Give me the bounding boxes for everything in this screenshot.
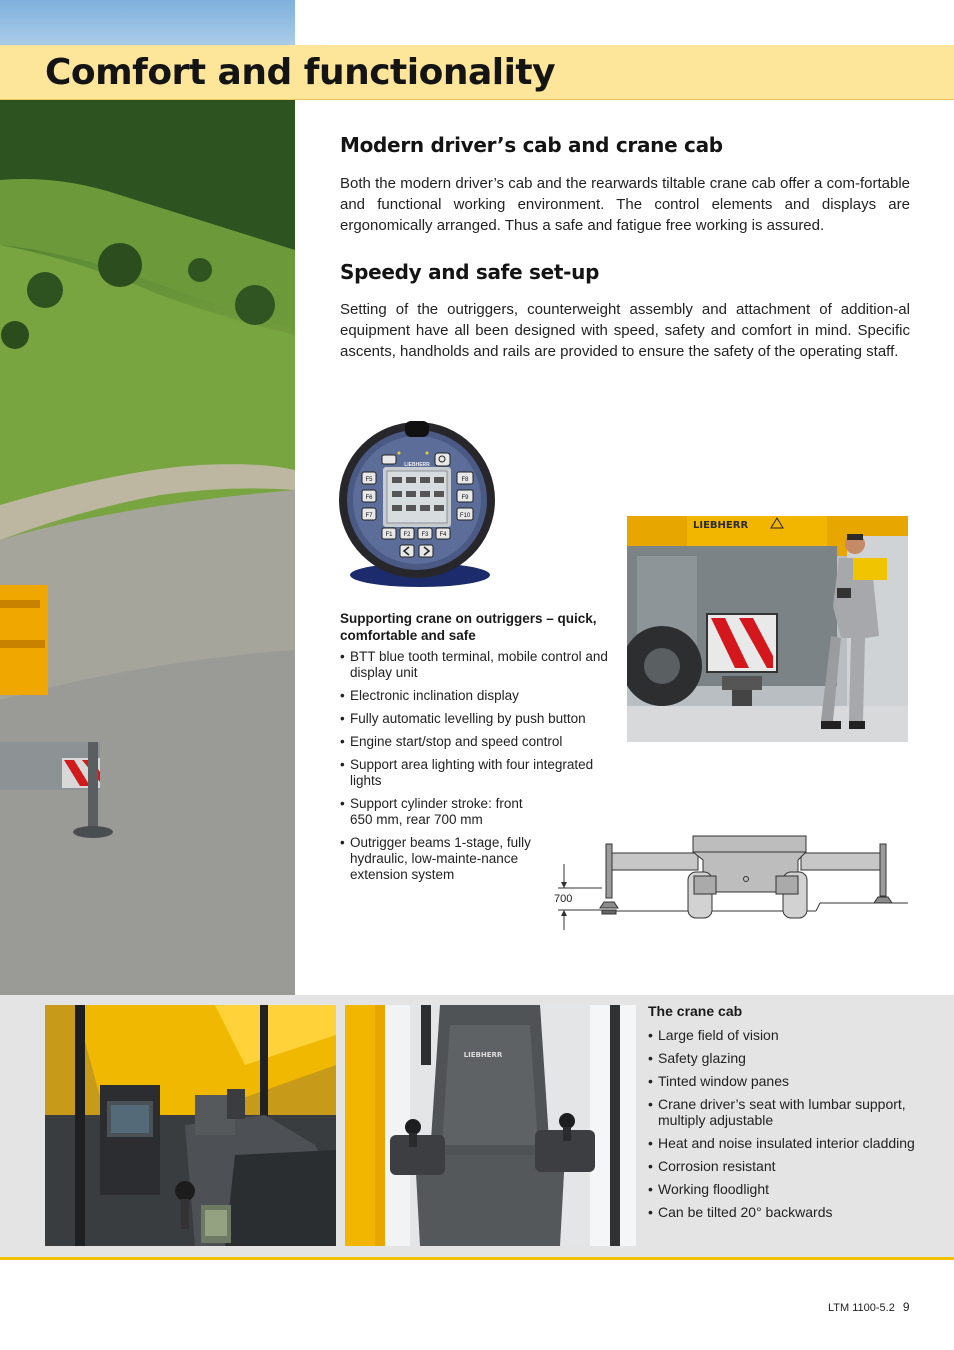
list-item: • BTT blue tooth terminal, mobile control and display unit xyxy=(340,649,625,681)
key-left: F5 xyxy=(365,477,373,483)
list-item: • Support cylinder stroke: front 650 mm, rear 700 mm xyxy=(340,796,535,828)
page-number: 9 xyxy=(902,1300,910,1314)
crane-cab-list xyxy=(648,1027,948,1227)
list-item: • Can be tilted 20° backwards xyxy=(648,1204,948,1220)
key-right: F9 xyxy=(461,495,469,501)
key-right: F8 xyxy=(461,477,469,483)
page-footer xyxy=(828,1300,910,1314)
key-left: F7 xyxy=(365,513,373,519)
crane-cab-caption: The crane cab xyxy=(648,1003,743,1019)
key-right: F10 xyxy=(459,513,471,519)
btt-terminal-photo xyxy=(335,415,510,590)
seat-brand: LIEBHERR xyxy=(463,1051,503,1059)
yellow-divider xyxy=(0,1257,954,1260)
outriggers-caption: Supporting crane on outriggers – quick, comfortable and safe xyxy=(340,611,597,643)
list-item: • Engine start/stop and speed control xyxy=(340,734,625,750)
page-title: Comfort and functionality xyxy=(45,52,556,93)
list-item: • Fully automatic levelling by push button xyxy=(340,711,625,727)
landscape-photo xyxy=(0,0,295,995)
list-item: • Large field of vision xyxy=(648,1027,948,1043)
section-heading-setup: Speedy and safe set-up xyxy=(340,260,600,284)
section-heading-cab: Modern driver’s cab and crane cab xyxy=(340,133,723,157)
outrigger-photo xyxy=(627,516,908,742)
title-band xyxy=(0,45,954,100)
key-left: F6 xyxy=(365,495,373,501)
list-item: • Working floodlight xyxy=(648,1181,948,1197)
list-item: • Electronic inclination display xyxy=(340,688,625,704)
list-item: • Corrosion resistant xyxy=(648,1158,948,1174)
model-label: LTM 1100-5.2 xyxy=(828,1302,895,1314)
key-bottom: F3 xyxy=(421,532,429,538)
list-item: • Crane driver’s seat with lumbar support, multiply adjustable xyxy=(648,1096,948,1128)
list-item: • Heat and noise insulated interior cladding xyxy=(648,1135,948,1151)
terminal-brand: LIEBHERR xyxy=(404,462,430,468)
dimension-label: 700 xyxy=(554,893,573,905)
key-bottom: F1 xyxy=(385,532,393,538)
cab-interior-photo xyxy=(45,1005,336,1246)
list-item: • Support area lighting with four integrated lights xyxy=(340,757,625,789)
list-item: • Safety glazing xyxy=(648,1050,948,1066)
outrigger-diagram xyxy=(548,830,918,935)
photo-brand: LIEBHERR xyxy=(693,520,749,531)
list-item: • Outrigger beams 1-stage, fully hydraulic, low-mainte-nance extension system xyxy=(340,835,535,883)
section-text-cab: Both the modern driver’s cab and the rearwards tiltable crane cab offer a com-fortable and functional working environment. The control elements and displays are ergonomically arranged. Thus a safe and fatigue free working is assured. xyxy=(340,175,910,234)
key-bottom: F4 xyxy=(439,532,447,538)
list-item: • Tinted window panes xyxy=(648,1073,948,1089)
key-bottom: F2 xyxy=(403,532,411,538)
section-text-setup: Setting of the outriggers, counterweight assembly and attachment of addition-al equipment have all been designed with speed, safety and comfort in mind. Specific ascents, handholds and rails are provided to ensure the safety of the operating staff. xyxy=(340,301,910,360)
cab-seat-photo xyxy=(345,1005,636,1246)
